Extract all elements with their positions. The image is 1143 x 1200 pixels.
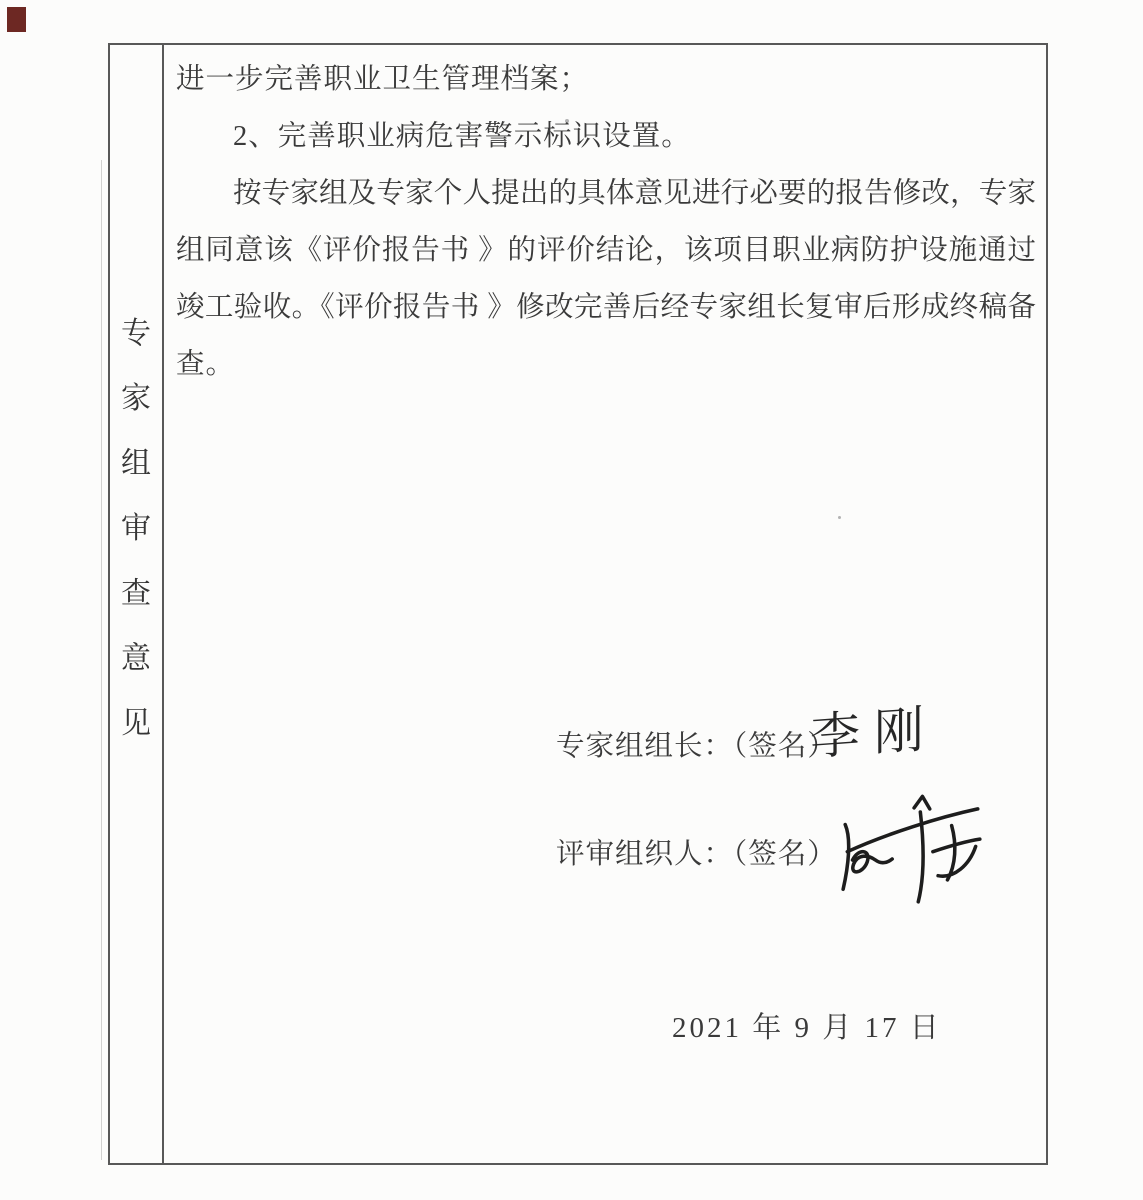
vertical-header-char: 家 — [121, 382, 151, 415]
body-line: 2、完善职业病危害警示标识设置。 — [233, 121, 691, 152]
body-line: 按专家组及专家个人提出的具体意见进行必要的报告修改，专家 — [233, 178, 1036, 209]
body-line: 查。 — [176, 349, 236, 380]
organizer-signature-label: 评审组织人：（签名） — [556, 839, 837, 870]
body-line: 组同意该《评价报告书 》的评价结论，该项目职业病防护设施通过 — [176, 235, 1036, 266]
leader-handwritten-signature: 李刚 — [810, 700, 938, 766]
review-opinion-table — [108, 43, 1048, 1165]
vertical-header-char: 意 — [121, 642, 151, 675]
leader-signature-label: 专家组组长：（签名） — [556, 731, 837, 762]
vertical-header-char: 审 — [121, 512, 151, 545]
vertical-row-header — [110, 45, 164, 1163]
vertical-header-char: 专 — [121, 317, 151, 350]
scan-streak-artifact — [101, 160, 102, 1160]
vertical-header-char: 见 — [121, 707, 151, 740]
body-line: 进一步完善职业卫生管理档案； — [176, 64, 590, 95]
vertical-header-char: 查 — [121, 577, 151, 610]
review-date: 2021 年 9 月 17 日 — [672, 1012, 942, 1044]
scan-corner-mark — [7, 7, 26, 32]
organizer-handwritten-signature — [838, 787, 986, 907]
body-line: 竣工验收。《评价报告书 》修改完善后经专家组长复审后形成终稿备 — [176, 292, 1036, 323]
vertical-header-char: 组 — [121, 447, 151, 480]
review-opinion-body — [164, 45, 1046, 1163]
